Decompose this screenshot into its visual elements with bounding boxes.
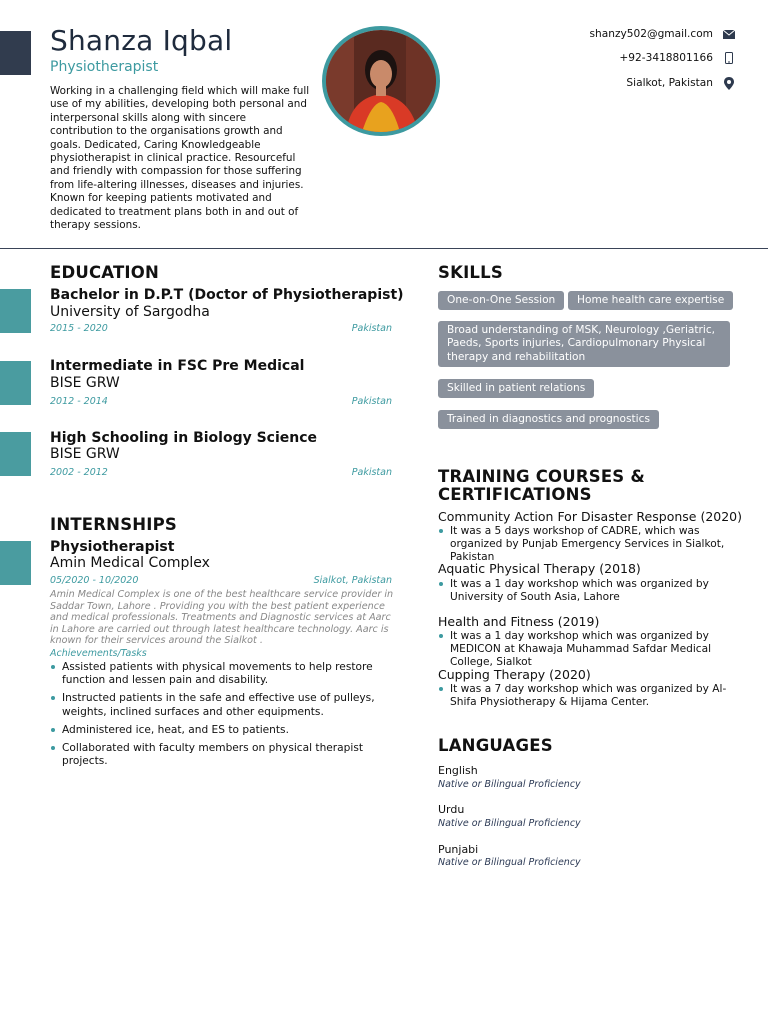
course-detail <box>438 578 743 609</box>
language-name: Punjabi <box>438 843 479 856</box>
header-accent-block <box>0 31 31 75</box>
education-degree: High Schooling in Biology Science <box>50 430 318 446</box>
envelope-icon <box>722 27 736 41</box>
tasks-label: Achievements/Tasks <box>50 648 147 659</box>
candidate-name: Shanza Iqbal <box>50 24 233 57</box>
course-title: Aquatic Physical Therapy (2018) <box>438 561 641 576</box>
education-dates: 2002 - 2012 <box>50 467 108 478</box>
list-item: Administered ice, heat, and ES to patients. <box>50 724 390 737</box>
contact-phone[interactable] <box>619 51 736 65</box>
skill-tag: Broad understanding of MSK, Neurology ,Geriatric, Paeds, Sports injuries, Cardiopulmonary Physical therapy and rehabilitation <box>438 321 730 367</box>
education-marker <box>0 361 31 405</box>
phone-icon <box>722 51 736 65</box>
internship-company: Amin Medical Complex <box>50 555 210 571</box>
contact-location <box>626 76 736 90</box>
list-item: It was a 1 day workshop which was organized by MEDICON at Khawaja Muhammad Safdar Medical College, Sialkot <box>438 630 743 670</box>
education-degree: Intermediate in FSC Pre Medical <box>50 358 305 374</box>
skills-heading: SKILLS <box>438 263 503 282</box>
training-heading-line1: TRAINING COURSES & <box>438 467 645 486</box>
list-item: Assisted patients with physical movements to help restore function and lessen pain and disability. <box>50 661 390 687</box>
language-level: Native or Bilingual Proficiency <box>438 818 581 829</box>
tasks-list <box>50 661 390 773</box>
contact-email[interactable] <box>590 27 737 41</box>
training-heading-line2: CERTIFICATIONS <box>438 485 592 504</box>
language-name: English <box>438 764 478 777</box>
skill-tag: One-on-One Session <box>438 291 564 310</box>
education-marker <box>0 289 31 333</box>
summary-text: Working in a challenging field which will make full use of my abilities, developing both personal and interpersonal skills along with sincere contribution to the organisations growth and goals. Dedicated, Caring Knowledgeable physiotherapist in clinical practice. Resourceful and friendly with compassion for those suffering from life-altering illnesses, diseases and injuries. Known for keeping patients motivated and dedicated to treatment plans both in and out of therapy sessions. <box>50 85 310 232</box>
skill-tag: Home health care expertise <box>568 291 733 310</box>
header-divider <box>0 248 768 249</box>
course-title: Health and Fitness (2019) <box>438 614 600 629</box>
list-item: Collaborated with faculty members on physical therapist projects. <box>50 742 390 768</box>
course-detail <box>438 683 743 714</box>
education-heading: EDUCATION <box>50 263 159 282</box>
list-item: It was a 1 day workshop which was organized by University of South Asia, Lahore <box>438 578 743 604</box>
location-text: Sialkot, Pakistan <box>626 77 713 89</box>
internship-dates: 05/2020 - 10/2020 <box>50 575 139 586</box>
map-pin-icon <box>722 76 736 90</box>
phone-text: +92-3418801166 <box>619 52 713 64</box>
course-title: Cupping Therapy (2020) <box>438 667 591 682</box>
profile-photo <box>322 26 440 136</box>
list-item: Instructed patients in the safe and effective use of pulleys, weights, inclined surfaces and other equipments. <box>50 692 390 718</box>
email-text: shanzy502@gmail.com <box>589 28 713 40</box>
internship-marker <box>0 541 31 585</box>
internship-role: Physiotherapist <box>50 539 175 555</box>
education-institution: University of Sargodha <box>50 304 210 320</box>
language-level: Native or Bilingual Proficiency <box>438 779 581 790</box>
education-dates: 2012 - 2014 <box>50 396 108 407</box>
candidate-title: Physiotherapist <box>50 59 159 75</box>
internship-place: Sialkot, Pakistan <box>313 575 392 586</box>
education-degree: Bachelor in D.P.T (Doctor of Physiotherapist) <box>50 287 404 303</box>
internships-heading: INTERNSHIPS <box>50 515 177 534</box>
skill-tag: Trained in diagnostics and prognostics <box>438 410 659 429</box>
skill-tag: Skilled in patient relations <box>438 379 594 398</box>
internship-description: Amin Medical Complex is one of the best healthcare service provider in Saddar Town, Lahore . Providing you with the best patient experience and medical professionals. Treatments and Diagnostic services at Aarc in Lahore are carried out through latest healthcare technology. Aarc is known for their services around the Sialkot . <box>50 589 394 647</box>
list-item: It was a 7 day workshop which was organized by Al-Shifa Physiotherapy & Hijama Center. <box>438 683 743 709</box>
education-institution: BISE GRW <box>50 375 120 391</box>
education-place: Pakistan <box>351 396 392 407</box>
education-marker <box>0 432 31 476</box>
education-institution: BISE GRW <box>50 446 120 462</box>
course-title: Community Action For Disaster Response (2020) <box>438 509 743 524</box>
languages-heading: LANGUAGES <box>438 736 553 755</box>
language-level: Native or Bilingual Proficiency <box>438 857 581 868</box>
language-name: Urdu <box>438 803 465 816</box>
education-dates: 2015 - 2020 <box>50 323 108 334</box>
education-place: Pakistan <box>351 323 392 334</box>
list-item: It was a 5 days workshop of CADRE, which was organized by Punjab Emergency Services in Sialkot, Pakistan <box>438 525 743 565</box>
education-place: Pakistan <box>351 467 392 478</box>
